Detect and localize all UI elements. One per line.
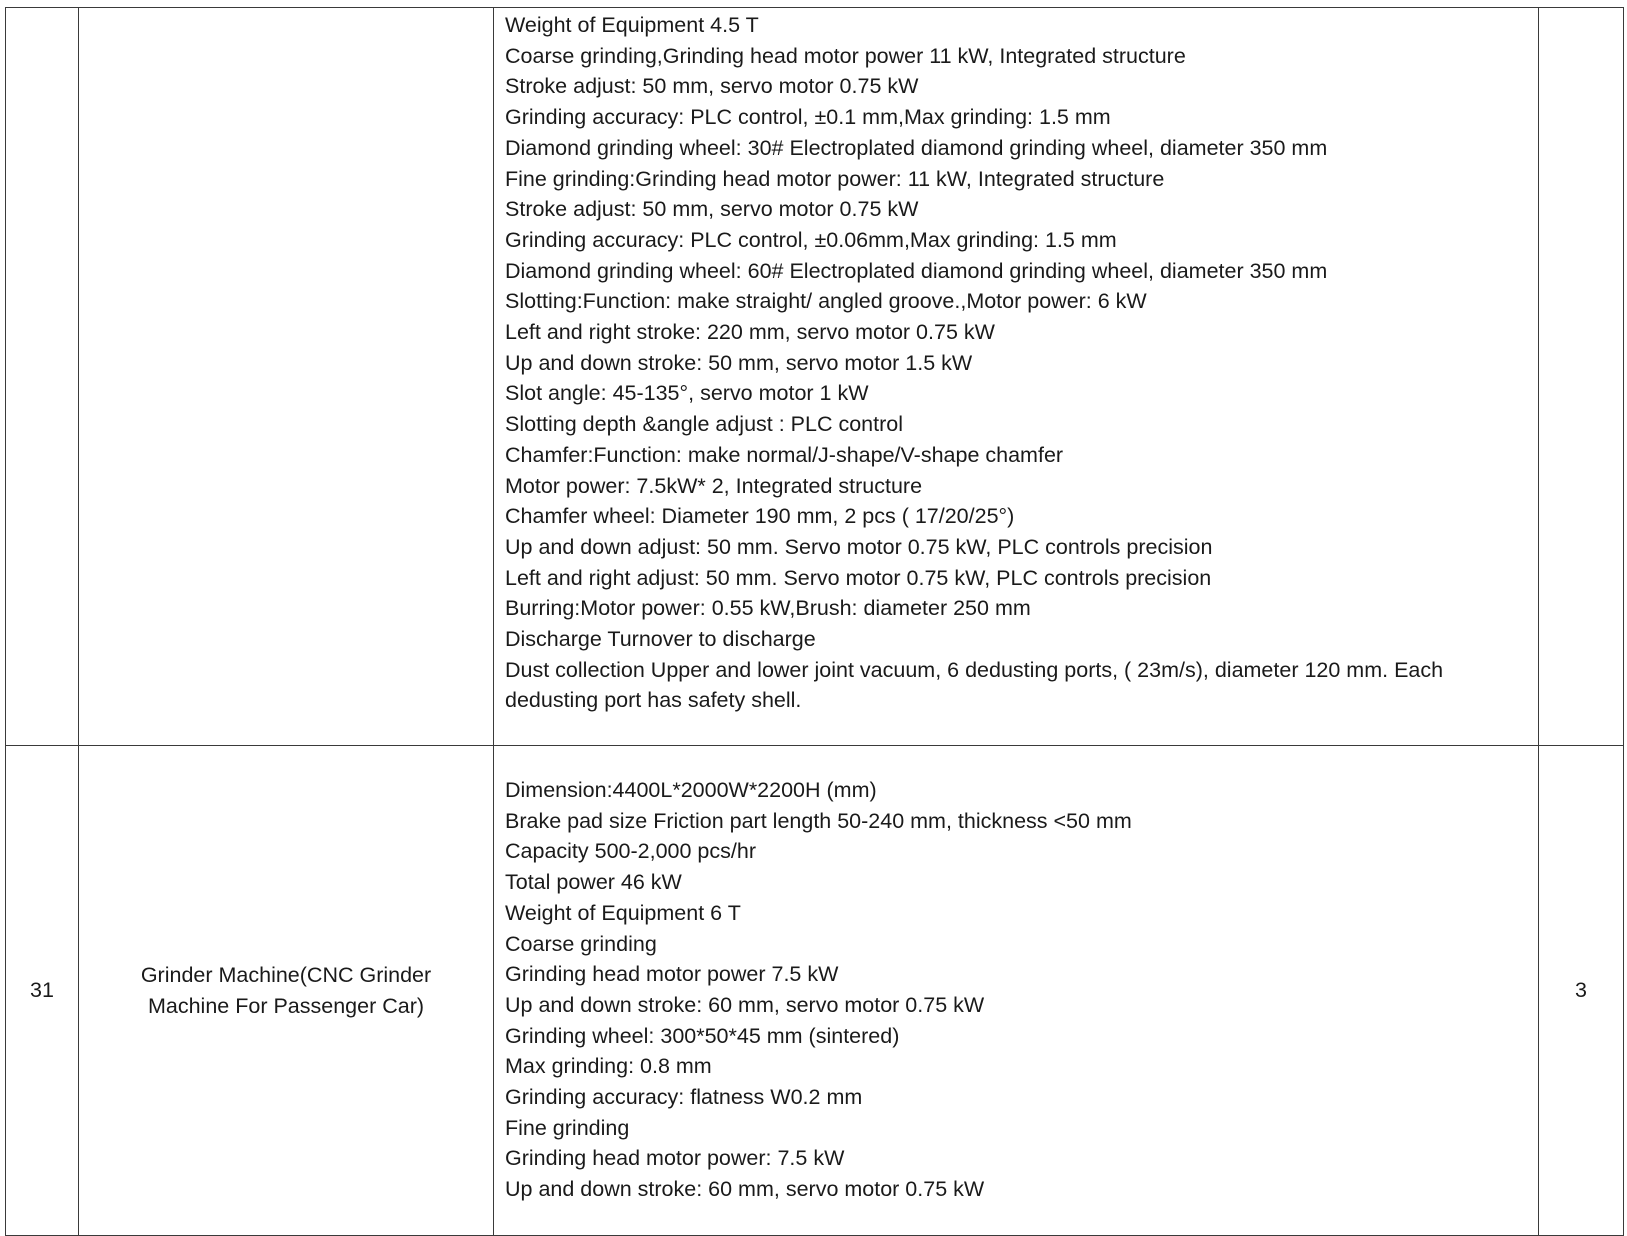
spec-line: Up and down adjust: 50 mm. Servo motor 0.75 kW, PLC controls precision xyxy=(505,534,1213,559)
spec-line: Slot angle: 45-135°, servo motor 1 kW xyxy=(505,381,869,406)
spec-line: Coarse grinding,Grinding head motor power 11 kW, Integrated structure xyxy=(505,43,1186,68)
spec-line: Grinding wheel: 300*50*45 mm (sintered) xyxy=(505,1023,900,1048)
specification-cell xyxy=(494,8,1539,746)
spec-line: Dust collection Upper and lower joint vacuum, 6 dedusting ports, ( 23m/s), diameter 120 mm. Each dedusting port has safety shell. xyxy=(505,657,1444,713)
item-number-cell xyxy=(6,746,79,1236)
equipment-spec-table xyxy=(5,7,1624,1236)
spec-line: Up and down stroke: 60 mm, servo motor 0.75 kW xyxy=(505,1177,985,1202)
spec-line: Chamfer:Function: make normal/J-shape/V-shape chamfer xyxy=(505,442,1064,467)
spec-line: Coarse grinding xyxy=(505,931,657,956)
specification-cell xyxy=(494,746,1539,1236)
spec-line: Discharge Turnover to discharge xyxy=(505,627,816,652)
spec-line: Fine grinding:Grinding head motor power: 11 kW, Integrated structure xyxy=(505,166,1165,191)
spec-line: Up and down stroke: 60 mm, servo motor 0.75 kW xyxy=(505,992,985,1017)
spec-line: Total power 46 kW xyxy=(505,870,682,895)
spec-line: Diamond grinding wheel: 60# Electroplated diamond grinding wheel, diameter 350 mm xyxy=(505,258,1328,283)
spec-line: Weight of Equipment 6 T xyxy=(505,900,741,925)
spec-line: Brake pad size Friction part length 50-240 mm, thickness <50 mm xyxy=(505,808,1132,833)
quantity-cell xyxy=(1539,746,1624,1236)
spec-line: Max grinding: 0.8 mm xyxy=(505,1054,712,1079)
spec-line: Stroke adjust: 50 mm, servo motor 0.75 kW xyxy=(505,197,919,222)
spec-line: Chamfer wheel: Diameter 190 mm, 2 pcs ( 17/20/25°) xyxy=(505,504,1015,529)
spec-line: Diamond grinding wheel: 30# Electroplated diamond grinding wheel, diameter 350 mm xyxy=(505,135,1328,160)
item-name-cell xyxy=(79,746,494,1236)
item-name: Grinder Machine(CNC Grinder Machine For Passenger Car) xyxy=(140,962,432,1018)
quantity-cell xyxy=(1539,8,1624,746)
spec-line: Capacity 500-2,000 pcs/hr xyxy=(505,839,756,864)
item-name-cell xyxy=(79,8,494,746)
table-row xyxy=(6,746,1624,1236)
spec-line: Weight of Equipment 4.5 T xyxy=(505,13,759,37)
spec-line: Fine grinding xyxy=(505,1115,630,1140)
table-row xyxy=(6,8,1624,746)
spec-line: Slotting:Function: make straight/ angled groove.,Motor power: 6 kW xyxy=(505,289,1147,314)
spec-line: Left and right stroke: 220 mm, servo motor 0.75 kW xyxy=(505,320,995,345)
spec-list xyxy=(505,10,1528,716)
spec-line: Up and down stroke: 50 mm, servo motor 1.5 kW xyxy=(505,350,973,375)
spec-line: Grinding accuracy: PLC control, ±0.06mm,Max grinding: 1.5 mm xyxy=(505,227,1117,252)
spec-line: Grinding accuracy: PLC control, ±0.1 mm,Max grinding: 1.5 mm xyxy=(505,105,1111,130)
spec-list xyxy=(505,775,1528,1205)
item-quantity: 3 xyxy=(1575,978,1587,1003)
spec-line: Dimension:4400L*2000W*2200H (mm) xyxy=(505,778,877,802)
spec-line: Grinding head motor power 7.5 kW xyxy=(505,962,839,987)
item-number: 31 xyxy=(30,978,54,1003)
spec-line: Grinding head motor power: 7.5 kW xyxy=(505,1146,845,1171)
spec-line: Stroke adjust: 50 mm, servo motor 0.75 kW xyxy=(505,74,919,99)
spec-line: Motor power: 7.5kW* 2, Integrated structure xyxy=(505,473,923,498)
spec-line: Left and right adjust: 50 mm. Servo motor 0.75 kW, PLC controls precision xyxy=(505,565,1212,590)
spec-line: Burring:Motor power: 0.55 kW,Brush: diameter 250 mm xyxy=(505,596,1031,621)
spec-line: Slotting depth &angle adjust : PLC control xyxy=(505,412,904,437)
spec-line: Grinding accuracy: flatness W0.2 mm xyxy=(505,1085,863,1110)
item-number-cell xyxy=(6,8,79,746)
